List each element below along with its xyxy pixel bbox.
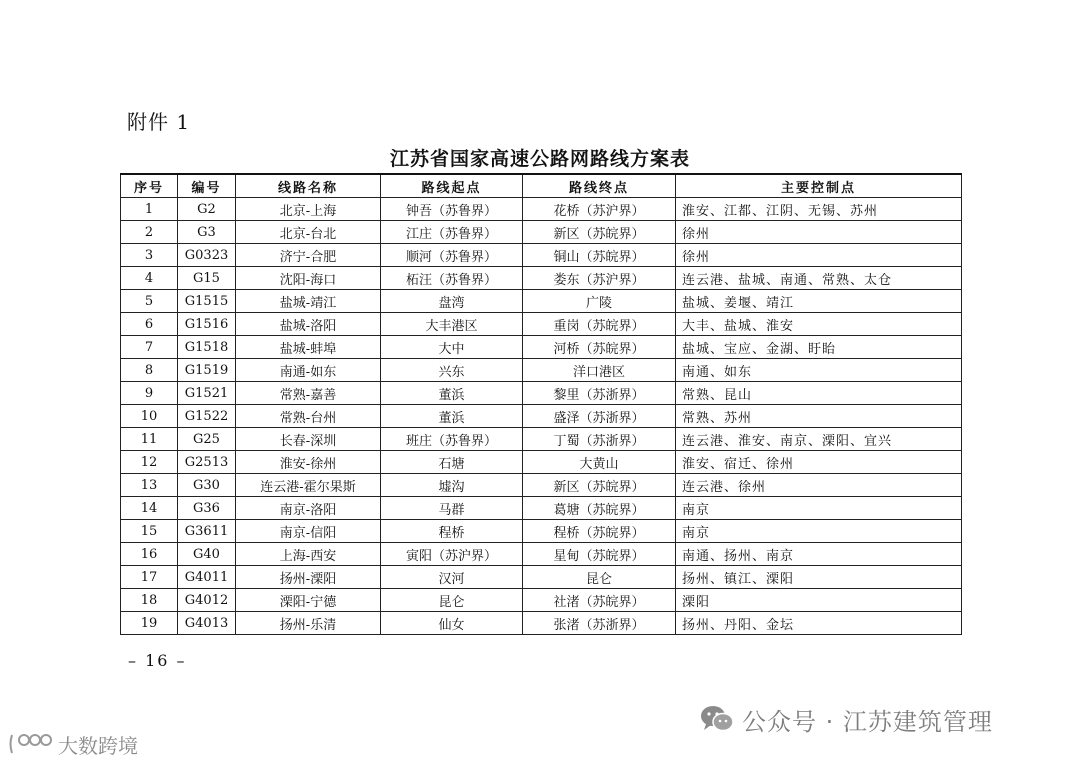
cell-control-points: 盐城、宝应、金湖、盱眙 [676,336,962,359]
cell-end: 广陵 [523,290,676,313]
cell-route-name: 长春-深圳 [236,428,381,451]
cell-code: G0323 [178,244,236,267]
table-row [121,359,962,382]
cell-end: 花桥（苏沪界） [523,198,676,221]
table-header-row [121,174,962,198]
table-row [121,313,962,336]
cell-start: 墟沟 [381,474,523,497]
cell-index: 10 [121,405,178,428]
col-header-index: 序号 [121,174,178,198]
wechat-icon [700,704,734,734]
cell-route-name: 南通-如东 [236,359,381,382]
table-row [121,474,962,497]
cell-end: 丁蜀（苏浙界） [523,428,676,451]
cell-end: 铜山（苏皖界） [523,244,676,267]
cell-code: G1515 [178,290,236,313]
cell-end: 河桥（苏皖界） [523,336,676,359]
cell-control-points: 常熟、昆山 [676,382,962,405]
cell-index: 11 [121,428,178,451]
table-row [121,336,962,359]
page-number: – 16 – [128,651,187,670]
cell-code: G1516 [178,313,236,336]
cell-route-name: 盐城-蚌埠 [236,336,381,359]
route-table [120,173,962,635]
table-row [121,543,962,566]
cell-end: 重岗（苏皖界） [523,313,676,336]
col-header-end: 路线终点 [523,174,676,198]
cell-route-name: 南京-信阳 [236,520,381,543]
brand-logo-icon [8,731,54,757]
col-header-code: 编号 [178,174,236,198]
table-row [121,428,962,451]
cell-route-name: 盐城-洛阳 [236,313,381,336]
cell-end: 黎里（苏浙界） [523,382,676,405]
cell-end: 社渚（苏皖界） [523,589,676,612]
attachment-label: 附件 1 [127,110,191,134]
cell-end: 葛塘（苏皖界） [523,497,676,520]
cell-code: G2513 [178,451,236,474]
cell-code: G1519 [178,359,236,382]
cell-control-points: 扬州、镇江、溧阳 [676,566,962,589]
cell-start: 顺河（苏鲁界） [381,244,523,267]
cell-start: 石塘 [381,451,523,474]
cell-route-name: 常熟-嘉善 [236,382,381,405]
cell-control-points: 南京 [676,520,962,543]
table-row [121,290,962,313]
cell-start: 兴东 [381,359,523,382]
cell-start: 汉河 [381,566,523,589]
cell-route-name: 溧阳-宁德 [236,589,381,612]
table-row [121,612,962,635]
cell-end: 星甸（苏皖界） [523,543,676,566]
cell-route-name: 连云港-霍尔果斯 [236,474,381,497]
cell-start: 马群 [381,497,523,520]
cell-control-points: 徐州 [676,221,962,244]
table-title: 江苏省国家高速公路网路线方案表 [389,148,690,170]
cell-control-points: 大丰、盐城、淮安 [676,313,962,336]
wechat-watermark [700,702,993,736]
cell-code: G1522 [178,405,236,428]
cell-control-points: 连云港、徐州 [676,474,962,497]
cell-route-name: 扬州-溧阳 [236,566,381,589]
cell-code: G4013 [178,612,236,635]
cell-start: 董浜 [381,382,523,405]
cell-end: 新区（苏皖界） [523,221,676,244]
cell-index: 15 [121,520,178,543]
cell-end: 洋口港区 [523,359,676,382]
cell-control-points: 连云港、盐城、南通、常熟、太仓 [676,267,962,290]
cell-start: 昆仑 [381,589,523,612]
watermark-text: 公众号 · 江苏建筑管理 [742,707,993,736]
cell-code: G1521 [178,382,236,405]
cell-index: 13 [121,474,178,497]
table-row [121,267,962,290]
cell-index: 9 [121,382,178,405]
cell-route-name: 上海-西安 [236,543,381,566]
table-row [121,497,962,520]
cell-route-name: 沈阳-海口 [236,267,381,290]
cell-start: 大丰港区 [381,313,523,336]
table-row [121,198,962,221]
cell-index: 7 [121,336,178,359]
cell-control-points: 溧阳 [676,589,962,612]
cell-route-name: 南京-洛阳 [236,497,381,520]
table-row [121,589,962,612]
cell-code: G3611 [178,520,236,543]
cell-index: 16 [121,543,178,566]
cell-control-points: 南通、扬州、南京 [676,543,962,566]
cell-code: G30 [178,474,236,497]
cell-index: 1 [121,198,178,221]
cell-index: 8 [121,359,178,382]
cell-index: 12 [121,451,178,474]
cell-route-name: 盐城-靖江 [236,290,381,313]
cell-end: 新区（苏皖界） [523,474,676,497]
cell-index: 17 [121,566,178,589]
cell-end: 大黄山 [523,451,676,474]
table-row [121,451,962,474]
cell-route-name: 淮安-徐州 [236,451,381,474]
cell-start: 盘湾 [381,290,523,313]
cell-code: G15 [178,267,236,290]
table-row [121,520,962,543]
table-row [121,244,962,267]
brand-watermark-text: 大数跨境 [58,733,138,758]
cell-start: 柘汪（苏鲁界） [381,267,523,290]
cell-code: G4012 [178,589,236,612]
cell-end: 娄东（苏沪界） [523,267,676,290]
cell-control-points: 扬州、丹阳、金坛 [676,612,962,635]
cell-start: 程桥 [381,520,523,543]
cell-control-points: 徐州 [676,244,962,267]
table-row [121,405,962,428]
cell-control-points: 盐城、姜堰、靖江 [676,290,962,313]
cell-route-name: 扬州-乐清 [236,612,381,635]
cell-control-points: 南通、如东 [676,359,962,382]
cell-index: 3 [121,244,178,267]
cell-start: 班庄（苏鲁界） [381,428,523,451]
cell-start: 江庄（苏鲁界） [381,221,523,244]
cell-index: 4 [121,267,178,290]
cell-start: 董浜 [381,405,523,428]
cell-route-name: 常熟-台州 [236,405,381,428]
brand-watermark [8,729,138,759]
cell-code: G1518 [178,336,236,359]
cell-route-name: 北京-上海 [236,198,381,221]
cell-end: 程桥（苏皖界） [523,520,676,543]
cell-control-points: 常熟、苏州 [676,405,962,428]
cell-control-points: 连云港、淮安、南京、溧阳、宜兴 [676,428,962,451]
table-row [121,221,962,244]
cell-control-points: 南京 [676,497,962,520]
cell-code: G3 [178,221,236,244]
cell-code: G4011 [178,566,236,589]
table-row [121,382,962,405]
cell-start: 寅阳（苏沪界） [381,543,523,566]
cell-start: 钟吾（苏鲁界） [381,198,523,221]
cell-code: G25 [178,428,236,451]
cell-code: G40 [178,543,236,566]
cell-code: G36 [178,497,236,520]
cell-index: 5 [121,290,178,313]
cell-control-points: 淮安、江都、江阴、无锡、苏州 [676,198,962,221]
cell-start: 仙女 [381,612,523,635]
col-header-start: 路线起点 [381,174,523,198]
cell-end: 张渚（苏浙界） [523,612,676,635]
table-row [121,566,962,589]
cell-start: 大中 [381,336,523,359]
col-header-route-name: 线路名称 [236,174,381,198]
cell-index: 14 [121,497,178,520]
col-header-control-points: 主要控制点 [676,174,962,198]
cell-index: 2 [121,221,178,244]
cell-index: 18 [121,589,178,612]
cell-route-name: 北京-台北 [236,221,381,244]
cell-index: 19 [121,612,178,635]
cell-code: G2 [178,198,236,221]
cell-index: 6 [121,313,178,336]
cell-route-name: 济宁-合肥 [236,244,381,267]
cell-control-points: 淮安、宿迁、徐州 [676,451,962,474]
cell-end: 盛泽（苏浙界） [523,405,676,428]
cell-end: 昆仑 [523,566,676,589]
